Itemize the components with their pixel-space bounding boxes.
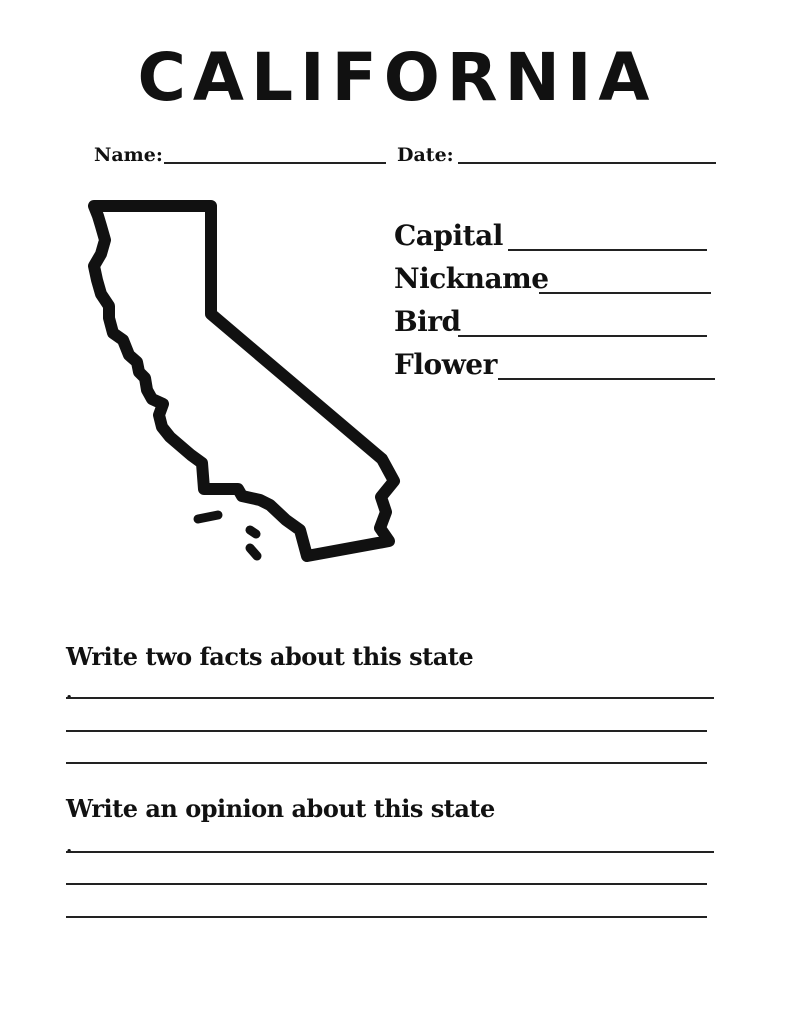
nickname-write-line[interactable] — [539, 292, 711, 294]
island-2 — [250, 530, 256, 534]
name-date-row — [94, 142, 716, 168]
capital-row — [394, 216, 724, 259]
flower-label: Flower — [394, 348, 497, 381]
bird-write-line[interactable] — [458, 335, 707, 337]
nickname-row — [394, 259, 724, 302]
capital-label: Capital — [394, 219, 503, 252]
island-3 — [250, 548, 257, 556]
name-label: Name: — [94, 144, 163, 166]
date-write-line[interactable] — [458, 162, 716, 164]
facts-line-start-mark: . — [66, 682, 73, 703]
bird-label: Bird — [394, 305, 461, 338]
opinion-write-line-3[interactable] — [66, 916, 707, 918]
flower-row — [394, 345, 724, 388]
nickname-label: Nickname — [394, 262, 549, 295]
facts-prompt: Write two facts about this state — [66, 642, 474, 671]
opinion-prompt: Write an opinion about this state — [66, 794, 495, 823]
california-outline-icon — [84, 196, 410, 568]
worksheet-title: CALIFORNIA — [137, 39, 657, 116]
facts-write-line-3[interactable] — [66, 762, 707, 764]
opinion-line-start-mark: . — [66, 836, 73, 857]
opinion-write-line-2[interactable] — [66, 883, 707, 885]
capital-write-line[interactable] — [508, 249, 707, 251]
opinion-write-line-1[interactable] — [66, 851, 714, 853]
name-write-line[interactable] — [164, 162, 386, 164]
date-label: Date: — [397, 144, 454, 166]
bird-row — [394, 302, 724, 345]
facts-write-line-1[interactable] — [66, 697, 714, 699]
state-facts-list — [394, 216, 724, 388]
island-1 — [198, 515, 218, 519]
facts-write-line-2[interactable] — [66, 730, 707, 732]
flower-write-line[interactable] — [498, 378, 715, 380]
